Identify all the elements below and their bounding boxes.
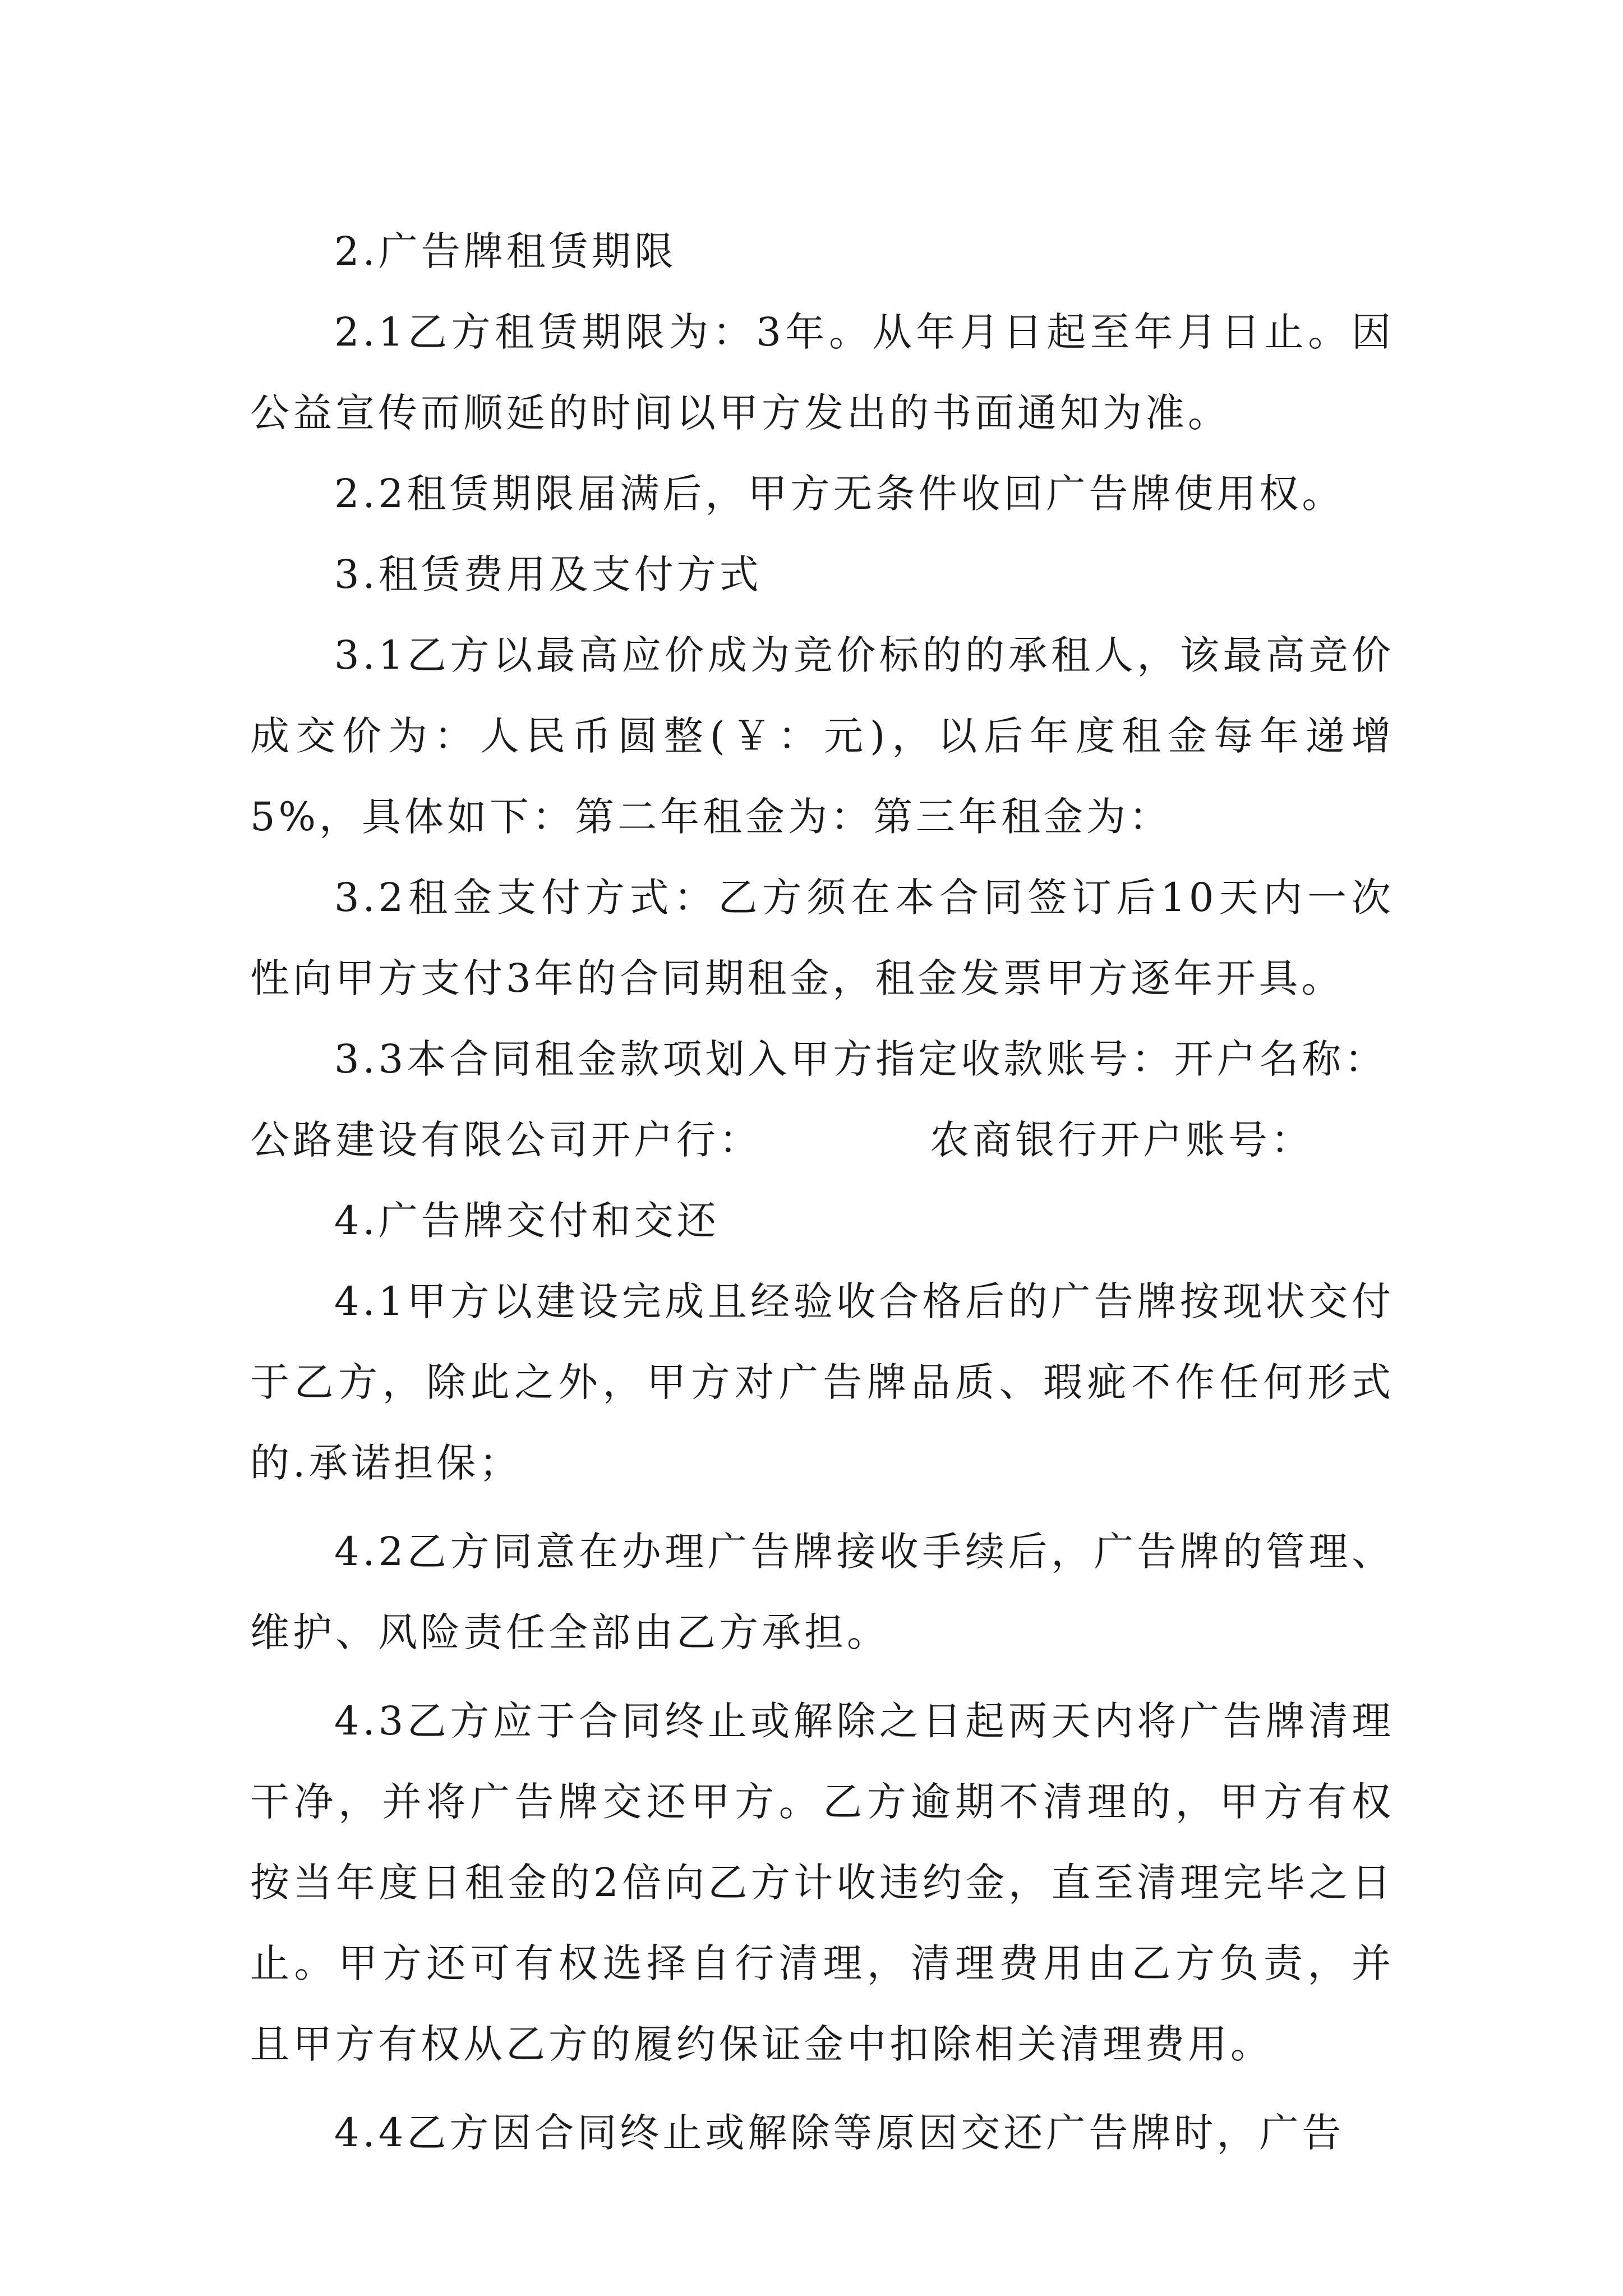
section-heading-3: 3.租赁费用及支付方式 xyxy=(334,551,762,597)
section-heading-2: 2.广告牌租赁期限 xyxy=(334,228,677,274)
clause-4-4: 4.4乙方因合同终止或解除等原因交还广告牌时，广告 xyxy=(334,2110,1345,2156)
clause-3-3: 3.3本合同租金款项划入甲方指定收款账号：开户名称： xyxy=(334,1036,1387,1082)
account-number-label: 农商银行开户账号： xyxy=(930,1117,1313,1163)
clause-4-3: 4.3乙方应于合同终止或解除之日起两天内将广告牌清理干净，并将广告牌交还甲方。乙方逾期不清理的，甲方有权按当年度日租金的2倍向乙方计收违约金，直至清理完毕之日止。甲方还可有权选择自行清理，清理费用由乙方负责，并且甲方有权从乙方的履约保证金中扣除相关清理费用。 xyxy=(250,1698,1394,2067)
clause-2-2: 2.2租赁期限届满后，甲方无条件收回广告牌使用权。 xyxy=(334,471,1345,517)
account-details-line xyxy=(250,1099,1394,1180)
account-name-bank-label: 公路建设有限公司开户行： xyxy=(250,1117,762,1163)
section-heading-4: 4.广告牌交付和交还 xyxy=(334,1198,720,1244)
clause-4-1: 4.1甲方以建设完成且经验收合格后的广告牌按现状交付于乙方，除此之外，甲方对广告牌品质、瑕疵不作任何形式的.承诺担保； xyxy=(250,1278,1394,1486)
clause-2-1: 2.1乙方租赁期限为：3年。从年月日起至年月日止。因公益宣传而顺延的时间以甲方发出的书面通知为准。 xyxy=(250,309,1394,436)
clause-4-2: 4.2乙方同意在办理广告牌接收手续后，广告牌的管理、维护、风险责任全部由乙方承担。 xyxy=(250,1529,1394,1655)
clause-3-2: 3.2租金支付方式：乙方须在本合同签订后10天内一次性向甲方支付3年的合同期租金，租金发票甲方逐年开具。 xyxy=(250,875,1394,1001)
contract-body xyxy=(250,211,1394,2173)
clause-3-1: 3.1乙方以最高应价成为竞价标的的承租人，该最高竞价成交价为：人民币圆整(￥：元)，以后年度租金每年递增5%，具体如下：第二年租金为：第三年租金为： xyxy=(250,632,1394,840)
